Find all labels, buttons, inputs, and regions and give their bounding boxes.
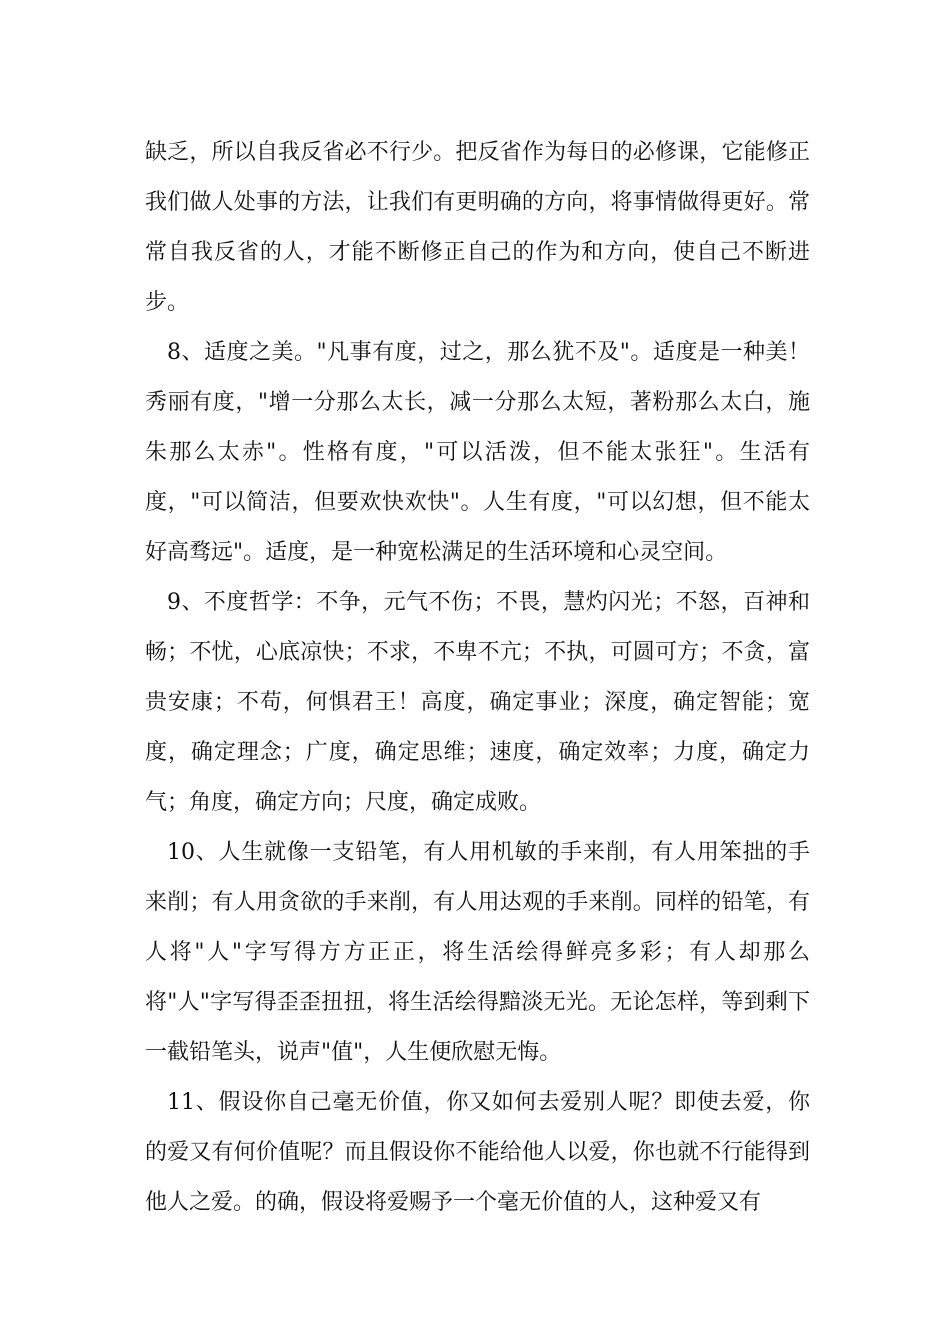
paragraph-item-9: 9、不度哲学：不争，元气不伤；不畏，慧灼闪光；不怒，百神和畅；不忧，心底凉快；不求，不卑不亢；不执，可圆可方；不贪，富贵安康；不苟，何惧君王！高度，确定事业；深度，确定智能；宽度，确定理念；广度，确定思维；速度，确定效率；力度，确定力气；角度，确定方向；尺度，确定成败。 (145, 590, 810, 815)
paragraph-continuation: 缺乏，所以自我反省必不行少。把反省作为每日的必修课，它能修正我们做人处事的方法，让我们有更明确的方向，将事情做得更好。常常自我反省的人，才能不断修正自己的作为和方向，使自己不断进步。 (145, 140, 810, 315)
document-body (145, 128, 810, 1228)
paragraph-item-8: 8、适度之美。"凡事有度，过之，那么犹不及"。适度是一种美！秀丽有度，"增一分那么太长，减一分那么太短，著粉那么太白，施朱那么太赤"。性格有度，"可以活泼，但不能太张狂"。生活有度，"可以简洁，但要欢快欢快"。人生有度，"可以幻想，但不能太好高骛远"。适度，是一种宽松满足的生活环境和心灵空间。 (145, 340, 810, 565)
paragraph-item-10: 10、人生就像一支铅笔，有人用机敏的手来削，有人用笨拙的手来削；有人用贪欲的手来削，有人用达观的手来削。同样的铅笔，有人将"人"字写得方方正正，将生活绘得鲜亮多彩；有人却那么将"人"字写得歪歪扭扭，将生活绘得黯淡无光。无论怎样，等到剩下一截铅笔头，说声"值"，人生便欣慰无悔。 (145, 840, 810, 1065)
paragraph-item-11: 11、假设你自己毫无价值，你又如何去爱别人呢？即使去爱，你的爱又有何价值呢？而且假设你不能给他人以爱，你也就不行能得到他人之爱。的确，假设将爱赐予一个毫无价值的人，这种爱又有 (145, 1090, 810, 1215)
